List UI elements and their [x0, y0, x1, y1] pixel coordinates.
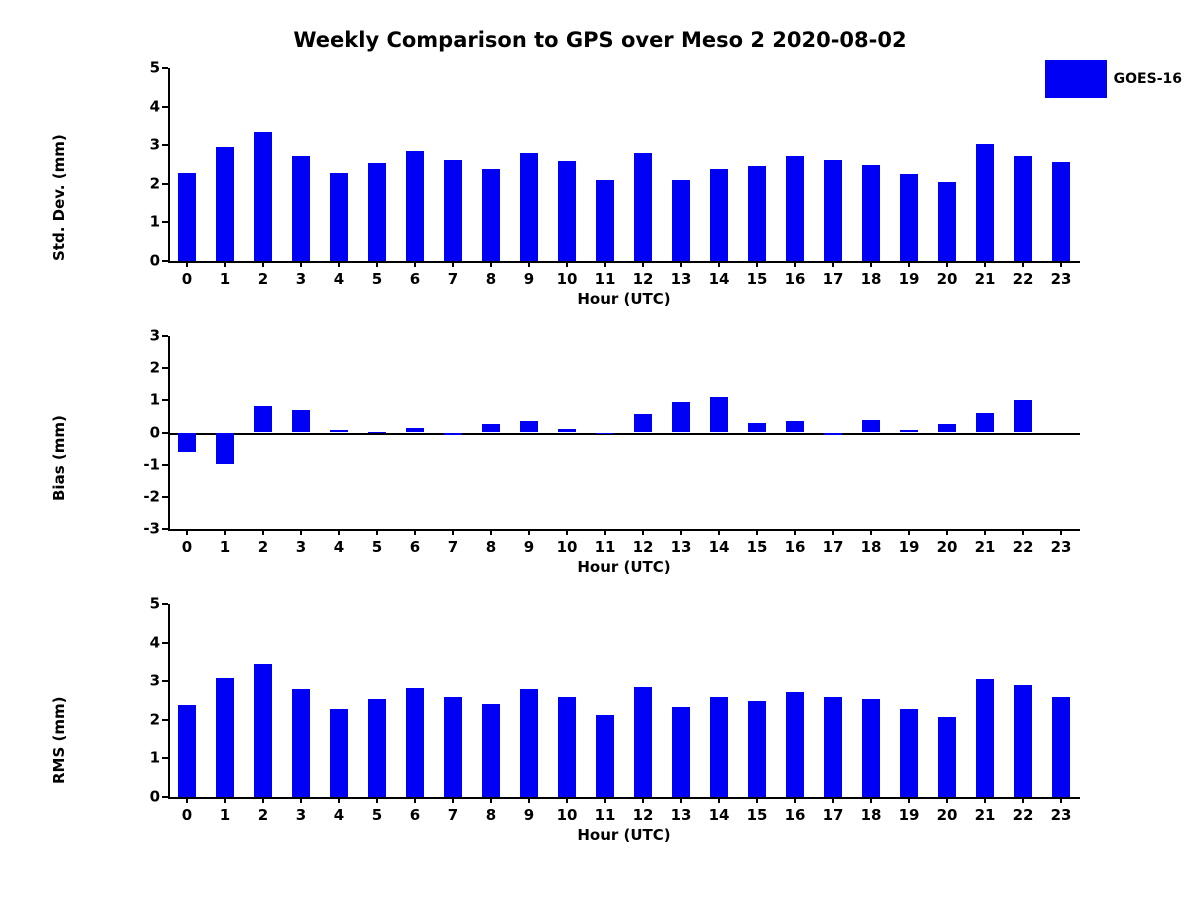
x-tick-label: 3: [295, 538, 307, 556]
x-tick-label: 21: [974, 538, 996, 556]
axis-label-y-bias: Bias (mm): [50, 415, 68, 501]
x-tick-label: 7: [447, 538, 459, 556]
bar: [254, 132, 272, 261]
x-tick-label: 18: [860, 270, 882, 288]
bar: [520, 421, 538, 432]
x-tick-mark: [642, 529, 644, 535]
y-tick-label: 0: [149, 251, 160, 270]
bar: [786, 692, 804, 797]
x-tick-mark: [452, 529, 454, 535]
bar: [824, 160, 842, 261]
bar: [558, 161, 576, 261]
bar: [330, 709, 348, 797]
x-tick-mark: [1022, 529, 1024, 535]
y-tick-label: 0: [149, 787, 160, 806]
x-tick-mark: [528, 529, 530, 535]
bar: [672, 180, 690, 261]
bar: [482, 424, 500, 432]
y-tick-label: 0: [149, 423, 160, 441]
bar: [672, 402, 690, 433]
x-tick-label: 6: [409, 538, 421, 556]
x-tick-label: 8: [485, 270, 497, 288]
x-tick-mark: [870, 529, 872, 535]
axis-label-x-bias: Hour (UTC): [577, 558, 671, 576]
bar: [482, 704, 500, 797]
x-tick-label: 17: [822, 270, 844, 288]
y-tick-mark: [162, 796, 168, 798]
bar: [216, 678, 234, 797]
x-tick-label: 1: [219, 806, 231, 824]
x-tick-mark: [984, 261, 986, 267]
x-tick-mark: [604, 797, 606, 803]
bar: [1052, 162, 1070, 261]
y-tick-mark: [162, 603, 168, 605]
bar: [558, 429, 576, 433]
x-tick-mark: [908, 529, 910, 535]
x-tick-mark: [300, 529, 302, 535]
y-tick-mark: [162, 642, 168, 644]
x-tick-mark: [832, 261, 834, 267]
x-tick-mark: [756, 529, 758, 535]
x-tick-label: 20: [936, 270, 958, 288]
x-tick-mark: [414, 261, 416, 267]
x-tick-label: 16: [784, 538, 806, 556]
y-tick-label: 2: [149, 358, 160, 377]
x-tick-label: 11: [594, 806, 616, 824]
x-tick-mark: [794, 797, 796, 803]
bar: [178, 433, 196, 453]
x-tick-mark: [224, 797, 226, 803]
x-tick-mark: [718, 261, 720, 267]
x-tick-mark: [946, 529, 948, 535]
x-tick-mark: [870, 261, 872, 267]
x-tick-label: 22: [1012, 806, 1034, 824]
y-tick-mark: [162, 260, 168, 262]
chart-panel-bias: [50, 326, 1080, 576]
x-tick-mark: [414, 797, 416, 803]
y-tick-label: 3: [149, 135, 160, 154]
x-tick-label: 23: [1050, 806, 1072, 824]
x-tick-mark: [376, 797, 378, 803]
x-tick-label: 19: [898, 538, 920, 556]
x-tick-mark: [262, 261, 264, 267]
bar: [976, 413, 994, 433]
x-tick-label: 16: [784, 806, 806, 824]
bar: [710, 697, 728, 797]
bar: [292, 156, 310, 261]
x-tick-mark: [186, 797, 188, 803]
x-tick-label: 12: [632, 806, 654, 824]
x-tick-mark: [946, 797, 948, 803]
y-tick-mark: [162, 757, 168, 759]
bar: [786, 156, 804, 261]
x-tick-label: 5: [371, 270, 383, 288]
x-tick-label: 15: [746, 538, 768, 556]
x-tick-label: 12: [632, 538, 654, 556]
x-tick-label: 13: [670, 806, 692, 824]
x-tick-mark: [262, 797, 264, 803]
x-tick-mark: [870, 797, 872, 803]
y-axis-line: [168, 68, 170, 261]
x-tick-mark: [376, 529, 378, 535]
chart-panel-rms: [50, 594, 1080, 844]
x-tick-mark: [642, 797, 644, 803]
bar: [672, 707, 690, 797]
bar: [862, 165, 880, 262]
x-tick-label: 9: [523, 806, 535, 824]
x-tick-mark: [186, 261, 188, 267]
bar: [368, 699, 386, 797]
x-tick-label: 17: [822, 806, 844, 824]
bar: [1052, 697, 1070, 797]
x-tick-mark: [680, 797, 682, 803]
x-tick-mark: [984, 797, 986, 803]
x-tick-label: 14: [708, 538, 730, 556]
x-tick-label: 19: [898, 806, 920, 824]
x-tick-label: 21: [974, 806, 996, 824]
x-tick-mark: [604, 261, 606, 267]
bar: [482, 169, 500, 261]
x-tick-mark: [1060, 261, 1062, 267]
bar: [786, 421, 804, 433]
bar: [634, 687, 652, 797]
x-tick-mark: [794, 261, 796, 267]
bar: [254, 664, 272, 797]
x-tick-mark: [224, 261, 226, 267]
x-tick-label: 14: [708, 806, 730, 824]
x-tick-label: 23: [1050, 270, 1072, 288]
bar: [330, 173, 348, 261]
bar: [976, 144, 994, 261]
x-tick-mark: [452, 261, 454, 267]
y-tick-label: 1: [149, 390, 160, 409]
x-tick-label: 15: [746, 806, 768, 824]
y-tick-label: -1: [143, 455, 160, 474]
bar: [216, 433, 234, 465]
x-tick-mark: [414, 529, 416, 535]
y-tick-mark: [162, 719, 168, 721]
y-axis-line: [168, 604, 170, 797]
x-tick-label: 2: [257, 270, 269, 288]
x-tick-label: 13: [670, 538, 692, 556]
bar: [178, 705, 196, 797]
x-tick-mark: [528, 797, 530, 803]
x-tick-label: 8: [485, 806, 497, 824]
x-tick-label: 8: [485, 538, 497, 556]
bar: [406, 688, 424, 797]
x-tick-mark: [452, 797, 454, 803]
y-tick-mark: [162, 367, 168, 369]
x-tick-label: 19: [898, 270, 920, 288]
x-tick-label: 5: [371, 538, 383, 556]
x-tick-label: 1: [219, 538, 231, 556]
y-tick-label: 3: [149, 671, 160, 690]
x-tick-label: 20: [936, 806, 958, 824]
bar: [292, 689, 310, 797]
x-tick-mark: [832, 529, 834, 535]
bar: [748, 423, 766, 433]
x-tick-label: 16: [784, 270, 806, 288]
bar: [1014, 156, 1032, 261]
axis-label-x-std-dev: Hour (UTC): [577, 290, 671, 308]
x-tick-mark: [946, 261, 948, 267]
x-tick-mark: [908, 261, 910, 267]
y-tick-mark: [162, 432, 168, 434]
y-tick-mark: [162, 464, 168, 466]
x-tick-label: 6: [409, 270, 421, 288]
y-tick-label: -3: [143, 519, 160, 538]
bar: [406, 151, 424, 261]
x-tick-mark: [300, 261, 302, 267]
y-tick-mark: [162, 144, 168, 146]
y-tick-label: 5: [149, 594, 160, 613]
bar: [900, 709, 918, 797]
bar: [748, 701, 766, 797]
bar: [824, 433, 842, 436]
bar: [216, 147, 234, 261]
x-axis-line: [168, 529, 1080, 531]
x-tick-label: 1: [219, 270, 231, 288]
x-tick-mark: [718, 797, 720, 803]
x-tick-mark: [300, 797, 302, 803]
x-tick-label: 9: [523, 538, 535, 556]
bar: [634, 153, 652, 261]
x-tick-mark: [604, 529, 606, 535]
x-tick-mark: [984, 529, 986, 535]
bar: [520, 153, 538, 261]
x-tick-mark: [680, 261, 682, 267]
x-tick-mark: [642, 261, 644, 267]
y-tick-mark: [162, 528, 168, 530]
axis-label-y-std-dev: Std. Dev. (mm): [50, 134, 68, 261]
x-tick-label: 6: [409, 806, 421, 824]
x-tick-mark: [680, 529, 682, 535]
legend-label-goes16: GOES-16: [1113, 71, 1182, 87]
y-tick-mark: [162, 496, 168, 498]
x-tick-label: 11: [594, 270, 616, 288]
x-tick-mark: [262, 529, 264, 535]
x-tick-label: 0: [181, 538, 193, 556]
x-tick-mark: [338, 529, 340, 535]
x-tick-mark: [718, 529, 720, 535]
x-tick-label: 15: [746, 270, 768, 288]
x-tick-label: 20: [936, 538, 958, 556]
bar: [938, 717, 956, 797]
zero-baseline: [168, 433, 1080, 435]
y-tick-mark: [162, 399, 168, 401]
x-tick-mark: [528, 261, 530, 267]
bar: [558, 697, 576, 797]
x-tick-label: 2: [257, 806, 269, 824]
bar: [292, 410, 310, 433]
bar: [634, 414, 652, 432]
x-tick-label: 22: [1012, 270, 1034, 288]
x-tick-mark: [338, 797, 340, 803]
x-tick-label: 3: [295, 806, 307, 824]
chart-panel-std-dev: [50, 58, 1080, 308]
x-tick-mark: [1060, 797, 1062, 803]
y-tick-mark: [162, 221, 168, 223]
x-tick-label: 7: [447, 806, 459, 824]
x-tick-mark: [338, 261, 340, 267]
bar: [444, 433, 462, 436]
bar: [178, 173, 196, 261]
bar: [976, 679, 994, 797]
x-tick-mark: [566, 797, 568, 803]
x-tick-label: 23: [1050, 538, 1072, 556]
y-tick-label: 1: [149, 212, 160, 231]
x-tick-label: 11: [594, 538, 616, 556]
y-tick-label: 2: [149, 710, 160, 729]
bar: [330, 430, 348, 433]
y-tick-label: 3: [149, 326, 160, 345]
y-tick-label: 4: [149, 97, 160, 116]
bar: [596, 433, 614, 435]
x-tick-label: 4: [333, 538, 345, 556]
x-tick-label: 12: [632, 270, 654, 288]
x-tick-mark: [1060, 529, 1062, 535]
x-tick-mark: [224, 529, 226, 535]
bar: [900, 174, 918, 261]
y-tick-mark: [162, 680, 168, 682]
x-tick-mark: [376, 261, 378, 267]
x-tick-mark: [1022, 261, 1024, 267]
bar: [1014, 400, 1032, 432]
x-tick-mark: [794, 529, 796, 535]
bar: [406, 428, 424, 433]
x-tick-label: 18: [860, 806, 882, 824]
bar: [444, 697, 462, 797]
x-tick-label: 9: [523, 270, 535, 288]
x-tick-label: 18: [860, 538, 882, 556]
x-tick-mark: [566, 261, 568, 267]
axis-label-y-rms: RMS (mm): [50, 696, 68, 784]
bar: [254, 406, 272, 432]
y-tick-label: 4: [149, 633, 160, 652]
bar: [710, 397, 728, 432]
x-tick-label: 0: [181, 270, 193, 288]
x-tick-mark: [908, 797, 910, 803]
y-tick-mark: [162, 183, 168, 185]
y-tick-mark: [162, 106, 168, 108]
bar: [1014, 685, 1032, 797]
bar: [862, 420, 880, 432]
bar: [862, 699, 880, 797]
x-axis-line: [168, 797, 1080, 799]
x-tick-mark: [756, 261, 758, 267]
x-tick-label: 7: [447, 270, 459, 288]
x-axis-line: [168, 261, 1080, 263]
x-tick-label: 3: [295, 270, 307, 288]
x-tick-label: 10: [556, 806, 578, 824]
x-tick-mark: [186, 529, 188, 535]
x-tick-label: 22: [1012, 538, 1034, 556]
x-tick-mark: [490, 529, 492, 535]
x-tick-label: 17: [822, 538, 844, 556]
x-tick-label: 10: [556, 538, 578, 556]
bar: [520, 689, 538, 797]
y-tick-label: -2: [143, 487, 160, 506]
bar: [368, 432, 386, 433]
x-tick-label: 4: [333, 270, 345, 288]
bar: [900, 430, 918, 433]
x-tick-label: 2: [257, 538, 269, 556]
x-tick-mark: [756, 797, 758, 803]
bar: [710, 169, 728, 261]
bar: [748, 166, 766, 261]
bar: [596, 715, 614, 797]
bar: [596, 180, 614, 261]
x-tick-mark: [832, 797, 834, 803]
x-tick-mark: [490, 261, 492, 267]
x-tick-label: 13: [670, 270, 692, 288]
x-tick-label: 21: [974, 270, 996, 288]
bar: [824, 697, 842, 797]
bar: [368, 163, 386, 261]
y-tick-label: 2: [149, 174, 160, 193]
bar: [938, 424, 956, 432]
x-tick-label: 4: [333, 806, 345, 824]
axis-label-x-rms: Hour (UTC): [577, 826, 671, 844]
page-title: Weekly Comparison to GPS over Meso 2 2020-08-02: [293, 28, 907, 52]
x-tick-label: 0: [181, 806, 193, 824]
x-tick-label: 10: [556, 270, 578, 288]
y-tick-mark: [162, 67, 168, 69]
y-tick-mark: [162, 335, 168, 337]
x-tick-label: 14: [708, 270, 730, 288]
x-tick-label: 5: [371, 806, 383, 824]
x-tick-mark: [566, 529, 568, 535]
y-tick-label: 1: [149, 748, 160, 767]
y-tick-label: 5: [149, 58, 160, 77]
bar: [938, 182, 956, 261]
x-tick-mark: [490, 797, 492, 803]
bar: [444, 160, 462, 261]
x-tick-mark: [1022, 797, 1024, 803]
